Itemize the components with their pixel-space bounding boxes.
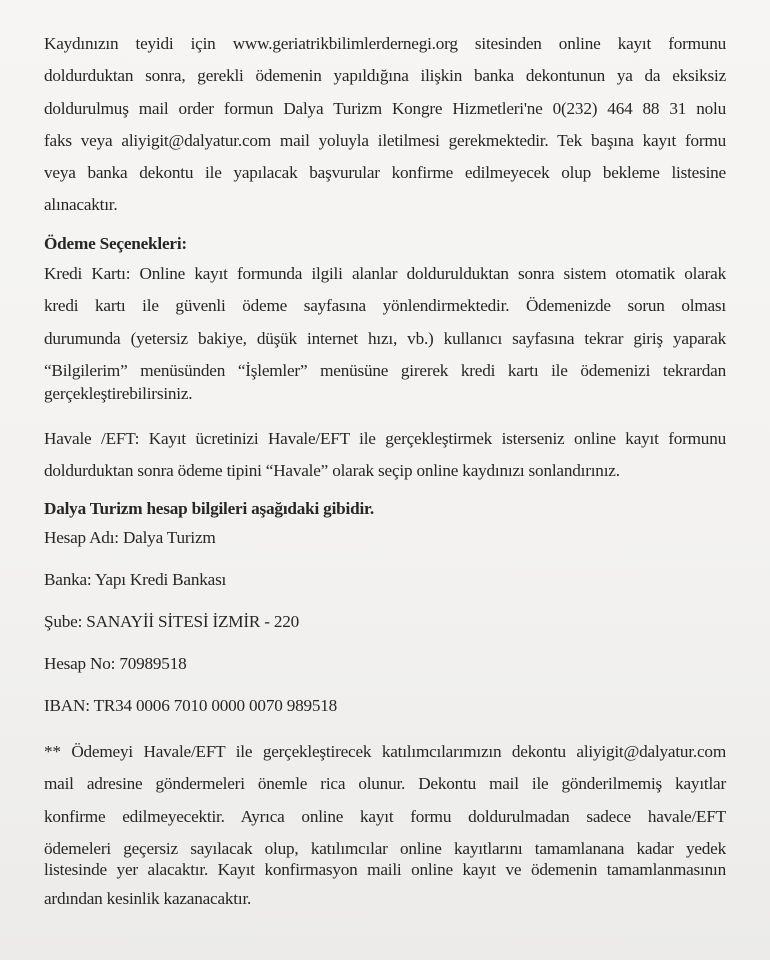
account-number: Hesap No: 70989518	[44, 654, 187, 673]
text-line: doldurduktan sonra ödeme tipini “Havale” olarak seçip online kaydınızı sonlandırınız.	[44, 461, 620, 480]
account-name: Hesap Adı: Dalya Turizm	[44, 528, 216, 547]
text-line: ** Ödemeyi Havale/EFT ile gerçekleştirecek katılımcılarımızın dekontu aliyigit@dalyatur.com	[44, 742, 726, 761]
text-line: Kredi Kartı: Online kayıt formunda ilgili alanlar doldurulduktan sonra sistem otomatik olarak	[44, 264, 726, 283]
text-line: durumunda (yetersiz bakiye, düşük internet hızı, vb.) kullanıcı sayfasına tekrar giriş yaparak	[44, 329, 726, 348]
text-line: kredi kartı ile güvenli ödeme sayfasına yönlendirmektedir. Ödemenizde sorun olması	[44, 296, 726, 315]
text-line: alınacaktır.	[44, 195, 118, 214]
text-line: konfirme edilmeyecektir. Ayrıca online kayıt formu doldurulmadan sadece havale/EFT	[44, 807, 726, 826]
text-line: listesinde yer alacaktır. Kayıt konfirmasyon maili online kayıt ve ödemenin tamamlanmasının	[44, 860, 726, 879]
bank-name: Banka: Yapı Kredi Bankası	[44, 570, 227, 589]
bank-info-heading: Dalya Turizm hesap bilgileri aşağıdaki gibidir.	[44, 499, 374, 518]
text-line: doldurulmuş mail order formun Dalya Turizm Kongre Hizmetleri'ne 0(232) 464 88 31 nolu	[44, 99, 726, 118]
text-line: ödemeleri geçersiz sayılacak olup, katılımcılar online kayıtlarını tamamlanana kadar yedek	[44, 839, 726, 858]
text-line: gerçekleştirebilirsiniz.	[44, 384, 193, 403]
text-line: veya banka dekontu ile yapılacak başvurular konfirme edilmeyecek olup bekleme listesine	[44, 163, 726, 182]
text-line: faks veya aliyigit@dalyatur.com mail yoluyla iletilmesi gerekmektedir. Tek başına kayıt formu	[44, 131, 726, 150]
text-line: doldurduktan sonra, gerekli ödemenin yapıldığına ilişkin banka dekontunun ya da eksiksiz	[44, 66, 726, 85]
iban: IBAN: TR34 0006 7010 0000 0070 989518	[44, 696, 338, 715]
text-line: mail adresine göndermeleri önemle rica olunur. Dekontu mail ile gönderilmemiş kayıtlar	[44, 774, 726, 793]
payment-options-heading: Ödeme Seçenekleri:	[44, 234, 187, 253]
text-line: ardından kesinlik kazanacaktır.	[44, 889, 252, 908]
branch: Şube: SANAYİİ SİTESİ İZMİR - 220	[44, 612, 300, 631]
text-line: Kaydınızın teyidi için www.geriatrikbilimlerdernegi.org sitesinden online kayıt formunu	[44, 34, 726, 53]
text-line: Havale /EFT: Kayıt ücretinizi Havale/EFT ile gerçekleştirmek isterseniz online kayıt formunu	[44, 429, 726, 448]
text-line: “Bilgilerim” menüsünden “İşlemler” menüsüne girerek kredi kartı ile ödemenizi tekrardan	[44, 361, 726, 380]
